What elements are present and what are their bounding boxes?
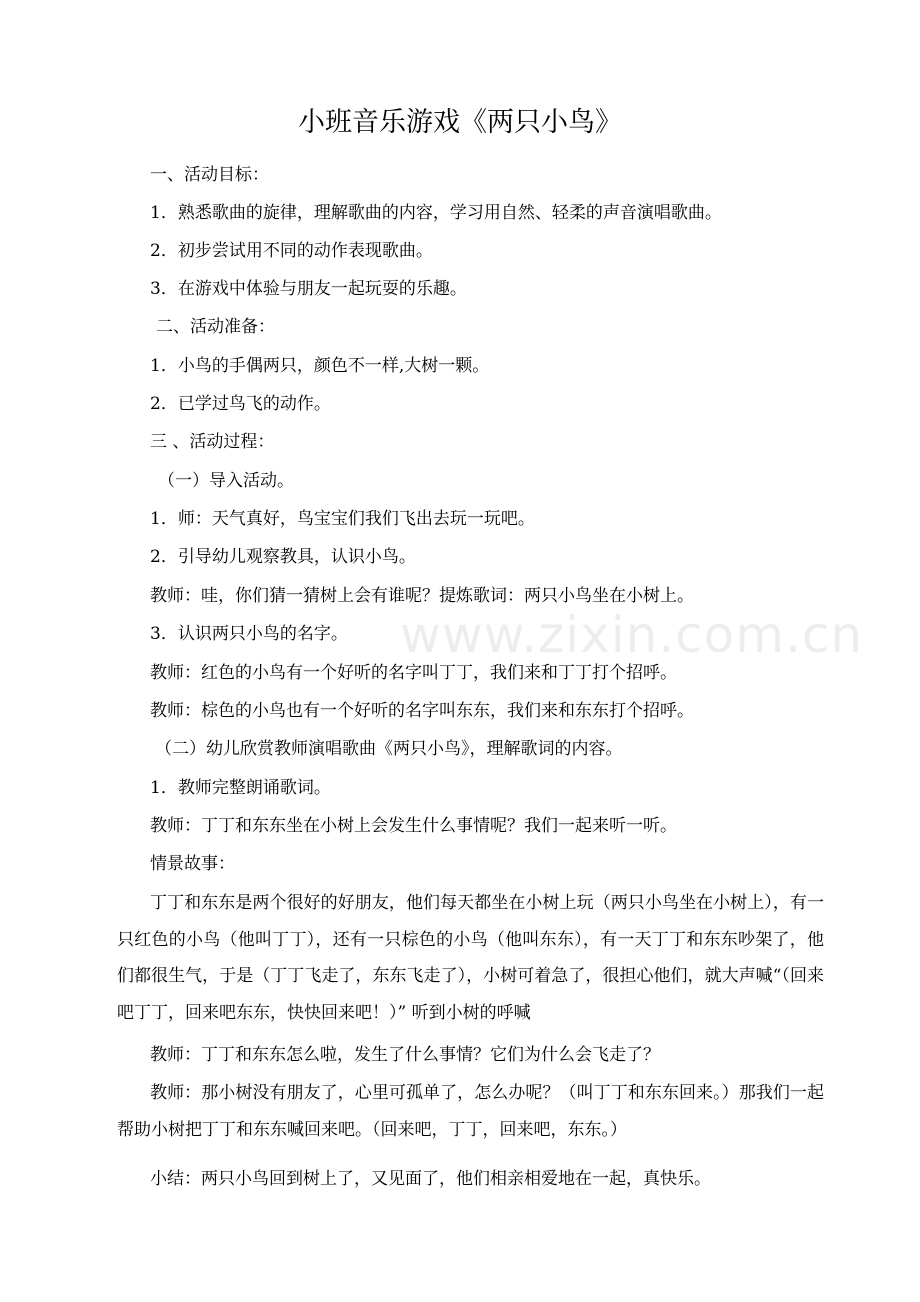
process-item: 3．认识两只小鸟的名字。 (150, 624, 348, 644)
goal-item: 2．初步尝试用不同的动作表现歌曲。 (150, 241, 433, 261)
teacher-paragraph: 教师：那小树没有朋友了，心里可孤单了，怎么办呢？（叫丁丁和东东回来。）那我们一起帮助小树把丁丁和东东喊回来吧。（回来吧，丁丁，回来吧，东东。） (117, 1083, 824, 1140)
story-label: 情景故事： (150, 854, 235, 874)
watermark: www.zixin.com.cn (400, 606, 864, 664)
teacher-line: 教师：丁丁和东东坐在小树上会发生什么事情呢？我们一起来听一听。 (150, 816, 677, 836)
document-title: 小班音乐游戏《两只小鸟》 (298, 107, 622, 138)
preparation-item: 1．小鸟的手偶两只，颜色不一样,大树一颗。 (150, 356, 490, 376)
story-paragraph: 丁丁和东东是两个很好的好朋友，他们每天都坐在小树上玩（两只小鸟坐在小树上），有一只红色的小鸟（他叫丁丁），还有一只棕色的小鸟（他叫东东），有一天丁丁和东东吵架了，他们都很生气，于是（丁丁飞走了，东东飞走了），小树可着急了，很担心他们，就大声喊“（回来吧丁丁，回来吧东东，快快回来吧！）” 听到小树的呼喊 (117, 893, 824, 1023)
subsection-heading: （二）幼儿欣赏教师演唱歌曲《两只小鸟》，理解歌词的内容。 (155, 739, 623, 759)
process-item: 1．教师完整朗诵歌词。 (150, 778, 331, 798)
goal-item: 3．在游戏中体验与朋友一起玩耍的乐趣。 (150, 279, 467, 299)
section-heading-process: 三 、活动过程： (150, 432, 275, 452)
summary-line: 小结：两只小鸟回到树上了，又见面了，他们相亲相爱地在一起，真快乐。 (150, 1169, 711, 1189)
teacher-line: 教师：棕色的小鸟也有一个好听的名字叫东东，我们来和东东打个招呼。 (150, 701, 694, 721)
section-heading-goals: 一、活动目标： (150, 165, 269, 185)
preparation-item: 2．已学过鸟飞的动作。 (150, 394, 331, 414)
teacher-question: 教师：丁丁和东东怎么啦，发生了什么事情？它们为什么会飞走了？ (150, 1045, 660, 1065)
process-item: 2．引导幼儿观察教具，认识小鸟。 (150, 547, 416, 567)
subsection-heading: （一）导入活动。 (158, 471, 294, 491)
process-item: 1．师：天气真好，鸟宝宝们我们飞出去玩一玩吧。 (150, 509, 535, 529)
section-heading-preparation: 二、活动准备： (156, 317, 275, 337)
teacher-line: 教师：哇，你们猜一猜树上会有谁呢？提炼歌词：两只小鸟坐在小树上。 (150, 586, 694, 606)
goal-item: 1．熟悉歌曲的旋律，理解歌曲的内容，学习用自然、轻柔的声音演唱歌曲。 (150, 203, 722, 223)
teacher-line: 教师：红色的小鸟有一个好听的名字叫丁丁，我们来和丁丁打个招呼。 (150, 663, 677, 683)
